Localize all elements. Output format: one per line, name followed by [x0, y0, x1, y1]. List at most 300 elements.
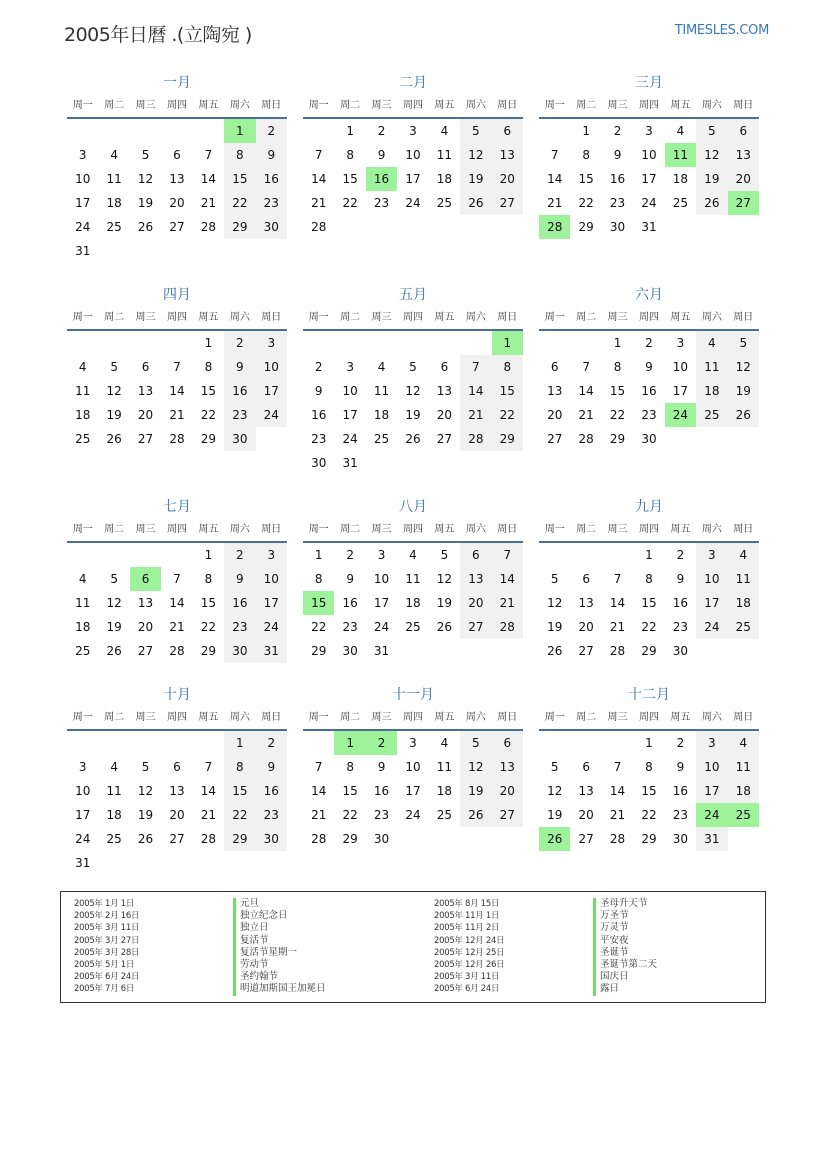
day-cell[interactable]: 5: [440, 548, 449, 562]
day-cell[interactable]: 2: [236, 336, 244, 350]
day-cell[interactable]: 25: [106, 832, 122, 846]
day-cell[interactable]: 22: [609, 408, 626, 422]
day-cell[interactable]: 12: [547, 596, 563, 610]
day-cell[interactable]: 23: [641, 408, 657, 422]
day-cell[interactable]: 1: [613, 336, 622, 350]
holiday-day-cell[interactable]: 6: [130, 567, 161, 591]
day-cell[interactable]: 12: [735, 360, 751, 374]
day-cell[interactable]: 21: [547, 196, 563, 210]
day-cell[interactable]: 9: [267, 760, 276, 774]
day-cell[interactable]: 8: [204, 572, 213, 586]
day-cell[interactable]: 21: [468, 408, 484, 422]
day-cell[interactable]: 2: [267, 736, 276, 750]
day-cell[interactable]: 8: [582, 148, 590, 162]
day-cell[interactable]: 13: [436, 384, 453, 398]
day-cell[interactable]: 21: [311, 196, 327, 210]
day-cell[interactable]: 14: [311, 172, 327, 186]
day-cell[interactable]: 18: [75, 408, 91, 422]
day-cell[interactable]: 30: [672, 644, 689, 658]
day-cell[interactable]: 30: [263, 220, 279, 234]
day-cell[interactable]: 25: [75, 644, 91, 658]
day-cell[interactable]: 8: [236, 148, 244, 162]
day-cell[interactable]: 19: [468, 784, 484, 798]
holiday-day-cell[interactable]: 2: [366, 731, 397, 755]
day-cell[interactable]: 13: [499, 760, 515, 774]
day-cell[interactable]: 22: [200, 408, 217, 422]
day-cell[interactable]: 8: [613, 360, 622, 374]
day-cell[interactable]: 20: [578, 620, 594, 634]
day-cell[interactable]: 21: [200, 808, 217, 822]
day-cell[interactable]: 17: [704, 784, 720, 798]
day-cell[interactable]: 28: [578, 432, 594, 446]
day-cell[interactable]: 24: [405, 808, 421, 822]
day-cell[interactable]: 31: [75, 244, 91, 258]
day-cell[interactable]: 21: [578, 408, 594, 422]
day-cell[interactable]: 16: [672, 784, 689, 798]
day-cell[interactable]: 13: [735, 148, 751, 162]
day-cell[interactable]: 1: [645, 736, 653, 750]
day-cell[interactable]: 17: [75, 196, 91, 210]
day-cell[interactable]: 20: [169, 808, 185, 822]
holiday-day-cell[interactable]: 28: [539, 215, 570, 239]
day-cell[interactable]: 22: [641, 808, 657, 822]
day-cell[interactable]: 20: [137, 408, 154, 422]
day-cell[interactable]: 9: [236, 360, 244, 374]
day-cell[interactable]: 7: [173, 360, 181, 374]
day-cell[interactable]: 1: [645, 548, 653, 562]
day-cell[interactable]: 26: [405, 432, 421, 446]
day-cell[interactable]: 17: [672, 384, 689, 398]
day-cell[interactable]: 28: [200, 220, 217, 234]
day-cell[interactable]: 10: [263, 360, 279, 374]
day-cell[interactable]: 18: [75, 620, 91, 634]
day-cell[interactable]: 30: [311, 456, 327, 470]
day-cell[interactable]: 1: [204, 548, 213, 562]
day-cell[interactable]: 7: [613, 572, 622, 586]
day-cell[interactable]: 21: [169, 408, 185, 422]
day-cell[interactable]: 1: [236, 736, 244, 750]
day-cell[interactable]: 26: [106, 432, 122, 446]
day-cell[interactable]: 20: [547, 408, 563, 422]
day-cell[interactable]: 7: [204, 760, 213, 774]
day-cell[interactable]: 10: [405, 148, 421, 162]
day-cell[interactable]: 21: [609, 620, 626, 634]
day-cell[interactable]: 3: [78, 148, 87, 162]
day-cell[interactable]: 4: [78, 572, 87, 586]
day-cell[interactable]: 27: [547, 432, 563, 446]
day-cell[interactable]: 5: [550, 572, 559, 586]
day-cell[interactable]: 29: [200, 432, 217, 446]
day-cell[interactable]: 13: [499, 148, 515, 162]
day-cell[interactable]: 3: [676, 336, 685, 350]
day-cell[interactable]: 19: [468, 172, 484, 186]
day-cell[interactable]: 16: [232, 596, 248, 610]
day-cell[interactable]: 24: [342, 432, 358, 446]
day-cell[interactable]: 31: [641, 220, 657, 234]
day-cell[interactable]: 1: [204, 336, 213, 350]
day-cell[interactable]: 29: [342, 832, 358, 846]
day-cell[interactable]: 25: [373, 432, 390, 446]
day-cell[interactable]: 17: [405, 784, 421, 798]
day-cell[interactable]: 9: [377, 760, 386, 774]
day-cell[interactable]: 12: [547, 784, 563, 798]
day-cell[interactable]: 31: [263, 644, 279, 658]
day-cell[interactable]: 11: [106, 172, 122, 186]
holiday-day-cell[interactable]: 1: [224, 119, 255, 143]
day-cell[interactable]: 2: [236, 548, 244, 562]
holiday-day-cell[interactable]: 1: [334, 731, 365, 755]
day-cell[interactable]: 8: [204, 360, 213, 374]
day-cell[interactable]: 7: [550, 148, 559, 162]
day-cell[interactable]: 17: [342, 408, 358, 422]
day-cell[interactable]: 18: [106, 808, 122, 822]
day-cell[interactable]: 10: [75, 172, 91, 186]
day-cell[interactable]: 18: [405, 596, 421, 610]
day-cell[interactable]: 29: [232, 832, 248, 846]
day-cell[interactable]: 5: [472, 736, 480, 750]
day-cell[interactable]: 18: [436, 784, 453, 798]
day-cell[interactable]: 12: [468, 148, 484, 162]
day-cell[interactable]: 30: [342, 644, 358, 658]
day-cell[interactable]: 11: [735, 572, 751, 586]
day-cell[interactable]: 23: [311, 432, 327, 446]
day-cell[interactable]: 12: [106, 596, 122, 610]
day-cell[interactable]: 22: [232, 808, 248, 822]
day-cell[interactable]: 26: [137, 832, 154, 846]
day-cell[interactable]: 2: [645, 336, 653, 350]
day-cell[interactable]: 28: [311, 220, 327, 234]
day-cell[interactable]: 15: [609, 384, 626, 398]
day-cell[interactable]: 13: [169, 172, 185, 186]
day-cell[interactable]: 21: [609, 808, 626, 822]
day-cell[interactable]: 29: [641, 644, 657, 658]
day-cell[interactable]: 20: [137, 620, 154, 634]
day-cell[interactable]: 25: [436, 196, 453, 210]
day-cell[interactable]: 16: [672, 596, 689, 610]
day-cell[interactable]: 18: [672, 172, 689, 186]
day-cell[interactable]: 9: [267, 148, 276, 162]
day-cell[interactable]: 13: [137, 596, 154, 610]
day-cell[interactable]: 29: [609, 432, 626, 446]
day-cell[interactable]: 8: [314, 572, 323, 586]
day-cell[interactable]: 18: [735, 596, 751, 610]
day-cell[interactable]: 19: [405, 408, 421, 422]
day-cell[interactable]: 30: [609, 220, 626, 234]
day-cell[interactable]: 25: [704, 408, 720, 422]
holiday-day-cell[interactable]: 11: [665, 143, 696, 167]
day-cell[interactable]: 7: [173, 572, 181, 586]
day-cell[interactable]: 14: [200, 172, 217, 186]
holiday-day-cell[interactable]: 24: [665, 403, 696, 427]
day-cell[interactable]: 9: [236, 572, 244, 586]
day-cell[interactable]: 27: [169, 832, 185, 846]
day-cell[interactable]: 14: [578, 384, 594, 398]
day-cell[interactable]: 3: [267, 336, 276, 350]
day-cell[interactable]: 28: [169, 644, 185, 658]
day-cell[interactable]: 21: [200, 196, 217, 210]
day-cell[interactable]: 24: [75, 220, 91, 234]
day-cell[interactable]: 4: [676, 124, 685, 138]
day-cell[interactable]: 6: [582, 760, 590, 774]
day-cell[interactable]: 9: [676, 572, 685, 586]
day-cell[interactable]: 30: [672, 832, 689, 846]
day-cell[interactable]: 28: [468, 432, 484, 446]
day-cell[interactable]: 6: [503, 124, 512, 138]
day-cell[interactable]: 26: [468, 196, 484, 210]
day-cell[interactable]: 28: [609, 644, 626, 658]
day-cell[interactable]: 4: [739, 548, 748, 562]
day-cell[interactable]: 25: [672, 196, 689, 210]
day-cell[interactable]: 9: [645, 360, 653, 374]
day-cell[interactable]: 8: [236, 760, 244, 774]
day-cell[interactable]: 3: [346, 360, 354, 374]
day-cell[interactable]: 7: [314, 760, 323, 774]
day-cell[interactable]: 6: [582, 572, 590, 586]
day-cell[interactable]: 1: [314, 548, 323, 562]
day-cell[interactable]: 29: [232, 220, 248, 234]
day-cell[interactable]: 31: [373, 644, 390, 658]
day-cell[interactable]: 8: [346, 760, 354, 774]
day-cell[interactable]: 12: [137, 784, 154, 798]
day-cell[interactable]: 2: [377, 124, 386, 138]
brand-link[interactable]: TIMESLES.COM: [674, 23, 769, 38]
day-cell[interactable]: 23: [373, 196, 390, 210]
day-cell[interactable]: 20: [436, 408, 453, 422]
day-cell[interactable]: 8: [645, 572, 653, 586]
day-cell[interactable]: 26: [704, 196, 720, 210]
day-cell[interactable]: 28: [169, 432, 185, 446]
day-cell[interactable]: 23: [232, 408, 248, 422]
day-cell[interactable]: 29: [499, 432, 515, 446]
day-cell[interactable]: 22: [311, 620, 327, 634]
day-cell[interactable]: 13: [169, 784, 185, 798]
day-cell[interactable]: 22: [342, 196, 358, 210]
day-cell[interactable]: 6: [141, 360, 150, 374]
day-cell[interactable]: 29: [311, 644, 327, 658]
day-cell[interactable]: 6: [173, 760, 181, 774]
day-cell[interactable]: 30: [373, 832, 390, 846]
day-cell[interactable]: 9: [676, 760, 685, 774]
day-cell[interactable]: 5: [141, 760, 150, 774]
day-cell[interactable]: 22: [232, 196, 248, 210]
day-cell[interactable]: 3: [708, 548, 716, 562]
day-cell[interactable]: 10: [704, 760, 720, 774]
day-cell[interactable]: 10: [641, 148, 657, 162]
day-cell[interactable]: 8: [503, 360, 512, 374]
day-cell[interactable]: 10: [342, 384, 358, 398]
day-cell[interactable]: 3: [409, 124, 417, 138]
day-cell[interactable]: 18: [436, 172, 453, 186]
day-cell[interactable]: 30: [263, 832, 279, 846]
day-cell[interactable]: 16: [641, 384, 657, 398]
day-cell[interactable]: 18: [704, 384, 720, 398]
day-cell[interactable]: 28: [609, 832, 626, 846]
day-cell[interactable]: 24: [263, 408, 279, 422]
day-cell[interactable]: 27: [468, 620, 484, 634]
day-cell[interactable]: 29: [641, 832, 657, 846]
day-cell[interactable]: 10: [704, 572, 720, 586]
holiday-day-cell[interactable]: 1: [492, 331, 523, 355]
day-cell[interactable]: 15: [641, 784, 657, 798]
day-cell[interactable]: 11: [436, 148, 453, 162]
day-cell[interactable]: 4: [739, 736, 748, 750]
day-cell[interactable]: 9: [346, 572, 354, 586]
day-cell[interactable]: 7: [613, 760, 622, 774]
day-cell[interactable]: 24: [263, 620, 279, 634]
day-cell[interactable]: 5: [141, 148, 150, 162]
day-cell[interactable]: 11: [405, 572, 421, 586]
day-cell[interactable]: 20: [468, 596, 484, 610]
day-cell[interactable]: 10: [373, 572, 390, 586]
day-cell[interactable]: 15: [342, 172, 358, 186]
day-cell[interactable]: 14: [499, 572, 515, 586]
day-cell[interactable]: 3: [409, 736, 417, 750]
day-cell[interactable]: 27: [137, 644, 154, 658]
day-cell[interactable]: 27: [499, 808, 515, 822]
day-cell[interactable]: 9: [314, 384, 323, 398]
day-cell[interactable]: 23: [373, 808, 390, 822]
day-cell[interactable]: 10: [75, 784, 91, 798]
day-cell[interactable]: 23: [263, 808, 279, 822]
day-cell[interactable]: 23: [342, 620, 358, 634]
day-cell[interactable]: 6: [503, 736, 512, 750]
day-cell[interactable]: 8: [645, 760, 653, 774]
day-cell[interactable]: 17: [641, 172, 657, 186]
day-cell[interactable]: 6: [173, 148, 181, 162]
day-cell[interactable]: 24: [641, 196, 657, 210]
day-cell[interactable]: 19: [735, 384, 751, 398]
day-cell[interactable]: 17: [373, 596, 390, 610]
day-cell[interactable]: 6: [550, 360, 559, 374]
day-cell[interactable]: 24: [373, 620, 390, 634]
day-cell[interactable]: 16: [232, 384, 248, 398]
day-cell[interactable]: 26: [468, 808, 484, 822]
day-cell[interactable]: 3: [377, 548, 386, 562]
day-cell[interactable]: 11: [735, 760, 751, 774]
day-cell[interactable]: 21: [499, 596, 515, 610]
day-cell[interactable]: 20: [499, 172, 515, 186]
day-cell[interactable]: 31: [704, 832, 720, 846]
day-cell[interactable]: 11: [436, 760, 453, 774]
day-cell[interactable]: 17: [704, 596, 720, 610]
day-cell[interactable]: 25: [405, 620, 421, 634]
day-cell[interactable]: 8: [346, 148, 354, 162]
day-cell[interactable]: 11: [75, 596, 91, 610]
day-cell[interactable]: 19: [137, 196, 154, 210]
day-cell[interactable]: 25: [436, 808, 453, 822]
day-cell[interactable]: 20: [499, 784, 515, 798]
day-cell[interactable]: 13: [578, 596, 594, 610]
day-cell[interactable]: 19: [547, 620, 563, 634]
day-cell[interactable]: 29: [578, 220, 594, 234]
day-cell[interactable]: 27: [578, 644, 594, 658]
day-cell[interactable]: 24: [75, 832, 91, 846]
day-cell[interactable]: 10: [672, 360, 689, 374]
day-cell[interactable]: 4: [110, 760, 118, 774]
day-cell[interactable]: 6: [739, 124, 748, 138]
day-cell[interactable]: 4: [377, 360, 386, 374]
day-cell[interactable]: 15: [499, 384, 515, 398]
day-cell[interactable]: 19: [704, 172, 720, 186]
day-cell[interactable]: 26: [735, 408, 751, 422]
day-cell[interactable]: 5: [708, 124, 716, 138]
day-cell[interactable]: 4: [409, 548, 417, 562]
day-cell[interactable]: 22: [578, 196, 594, 210]
day-cell[interactable]: 13: [137, 384, 154, 398]
day-cell[interactable]: 5: [110, 360, 118, 374]
holiday-day-cell[interactable]: 15: [303, 591, 334, 615]
day-cell[interactable]: 19: [547, 808, 563, 822]
day-cell[interactable]: 19: [436, 596, 453, 610]
day-cell[interactable]: 17: [263, 596, 279, 610]
day-cell[interactable]: 23: [672, 620, 689, 634]
day-cell[interactable]: 29: [200, 644, 217, 658]
day-cell[interactable]: 27: [499, 196, 515, 210]
day-cell[interactable]: 23: [609, 196, 626, 210]
day-cell[interactable]: 4: [110, 148, 118, 162]
day-cell[interactable]: 1: [346, 124, 354, 138]
day-cell[interactable]: 16: [263, 784, 279, 798]
day-cell[interactable]: 23: [232, 620, 248, 634]
day-cell[interactable]: 14: [169, 596, 185, 610]
day-cell[interactable]: 11: [373, 384, 390, 398]
day-cell[interactable]: 6: [440, 360, 449, 374]
day-cell[interactable]: 24: [405, 196, 421, 210]
day-cell[interactable]: 16: [342, 596, 358, 610]
day-cell[interactable]: 5: [550, 760, 559, 774]
day-cell[interactable]: 20: [735, 172, 751, 186]
day-cell[interactable]: 25: [75, 432, 91, 446]
day-cell[interactable]: 7: [582, 360, 590, 374]
day-cell[interactable]: 12: [106, 384, 122, 398]
day-cell[interactable]: 15: [342, 784, 358, 798]
day-cell[interactable]: 10: [263, 572, 279, 586]
day-cell[interactable]: 13: [547, 384, 563, 398]
day-cell[interactable]: 7: [503, 548, 512, 562]
day-cell[interactable]: 16: [373, 784, 390, 798]
day-cell[interactable]: 10: [405, 760, 421, 774]
day-cell[interactable]: 25: [106, 220, 122, 234]
day-cell[interactable]: 18: [373, 408, 390, 422]
day-cell[interactable]: 22: [342, 808, 358, 822]
day-cell[interactable]: 18: [106, 196, 122, 210]
day-cell[interactable]: 22: [641, 620, 657, 634]
day-cell[interactable]: 25: [735, 620, 751, 634]
day-cell[interactable]: 9: [377, 148, 386, 162]
day-cell[interactable]: 27: [137, 432, 154, 446]
day-cell[interactable]: 19: [106, 408, 122, 422]
day-cell[interactable]: 5: [110, 572, 118, 586]
day-cell[interactable]: 14: [468, 384, 484, 398]
day-cell[interactable]: 12: [137, 172, 154, 186]
day-cell[interactable]: 16: [263, 172, 279, 186]
day-cell[interactable]: 30: [232, 432, 248, 446]
day-cell[interactable]: 2: [267, 124, 276, 138]
day-cell[interactable]: 15: [200, 596, 217, 610]
day-cell[interactable]: 2: [613, 124, 622, 138]
day-cell[interactable]: 2: [346, 548, 354, 562]
day-cell[interactable]: 13: [578, 784, 594, 798]
day-cell[interactable]: 14: [200, 784, 217, 798]
day-cell[interactable]: 1: [582, 124, 590, 138]
day-cell[interactable]: 5: [472, 124, 480, 138]
day-cell[interactable]: 3: [267, 548, 276, 562]
day-cell[interactable]: 27: [169, 220, 185, 234]
day-cell[interactable]: 28: [311, 832, 327, 846]
day-cell[interactable]: 16: [609, 172, 626, 186]
day-cell[interactable]: 3: [645, 124, 653, 138]
day-cell[interactable]: 7: [204, 148, 213, 162]
